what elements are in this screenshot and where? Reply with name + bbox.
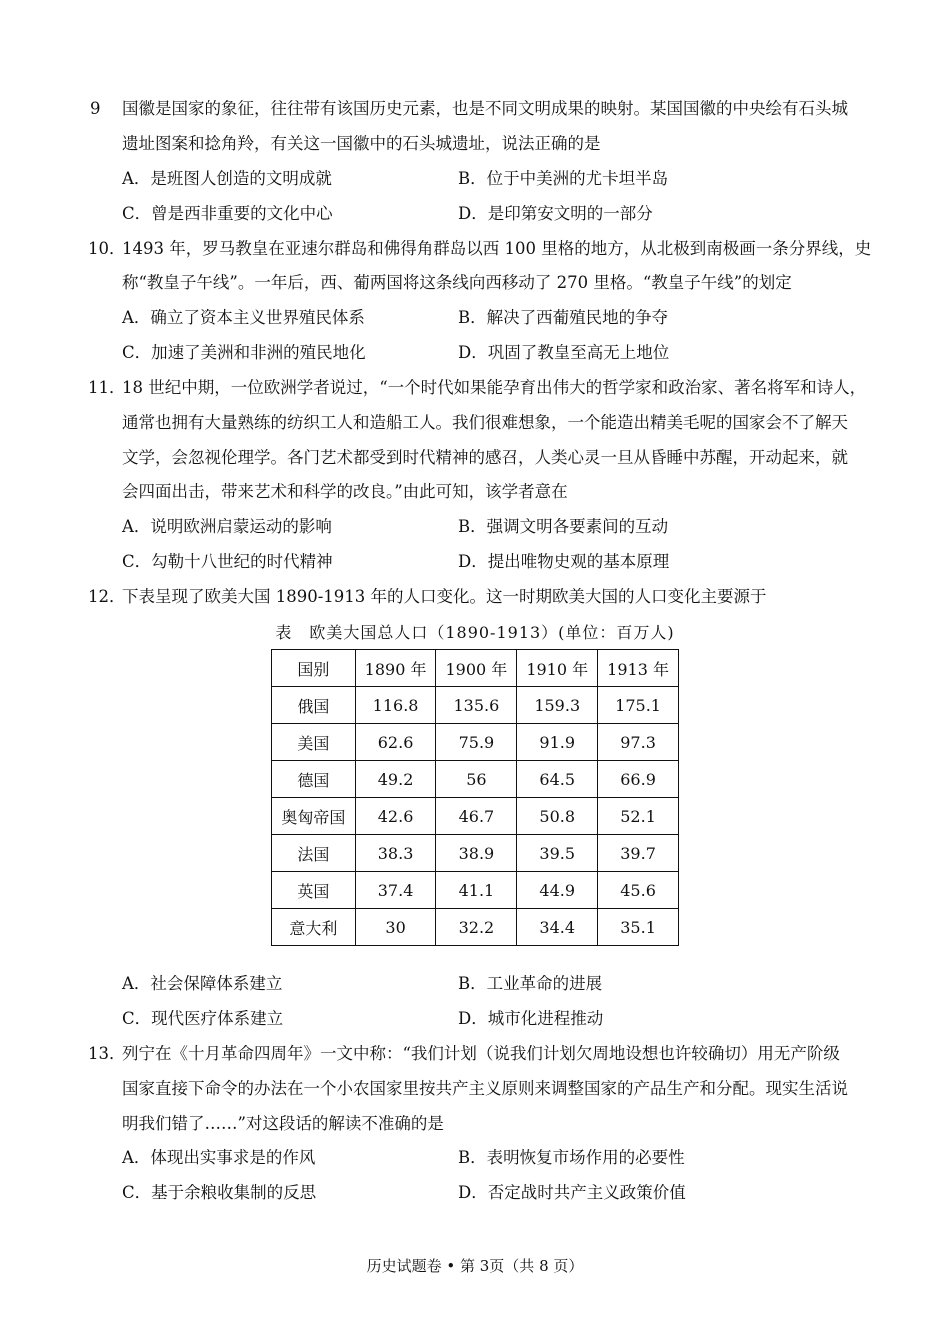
option-a: A．确立了资本主义世界殖民体系	[122, 308, 365, 327]
table-cell: 39.5	[517, 835, 598, 872]
table-cell: 159.3	[517, 687, 598, 724]
table-cell: 75.9	[436, 724, 517, 761]
question-text-line: 1493 年，罗马教皇在亚速尔群岛和佛得角群岛以西 100 里格的地方，从北极到南极画一条分界线，史	[122, 239, 872, 258]
table-row	[272, 798, 679, 835]
question-number: 10．	[88, 239, 126, 258]
table-cell: 34.4	[517, 909, 598, 946]
table-cell: 116.8	[355, 687, 436, 724]
option-a: A．是班图人创造的文明成就	[122, 169, 332, 188]
table-header-row	[272, 650, 679, 687]
table-cell: 35.1	[598, 909, 679, 946]
option-c: C．加速了美洲和非洲的殖民地化	[122, 343, 366, 362]
table-cell: 39.7	[598, 835, 679, 872]
table-cell: 49.2	[355, 761, 436, 798]
option-b: B．解决了西葡殖民地的争夺	[458, 308, 669, 327]
table-row	[272, 724, 679, 761]
option-c: C．曾是西非重要的文化中心	[122, 204, 333, 223]
table-row	[272, 835, 679, 872]
table-cell: 52.1	[598, 798, 679, 835]
table-cell: 英国	[272, 872, 356, 909]
table-cell: 44.9	[517, 872, 598, 909]
table-cell: 42.6	[355, 798, 436, 835]
option-d: D．城市化进程推动	[458, 1009, 604, 1028]
question-text-line: 称“教皇子午线”。一年后，西、葡两国将这条线向西移动了 270 里格。“教皇子午线”的划定	[122, 273, 792, 292]
option-c: C．基于余粮收集制的反思	[122, 1183, 317, 1202]
option-b: B．表明恢复市场作用的必要性	[458, 1148, 685, 1167]
option-a: A．说明欧洲启蒙运动的影响	[122, 517, 332, 536]
table-cell: 62.6	[355, 724, 436, 761]
table-cell: 俄国	[272, 687, 356, 724]
table-cell: 美国	[272, 724, 356, 761]
table-caption: 表 欧美大国总人口（1890-1913）(单位：百万人)	[275, 623, 675, 642]
table-row	[272, 761, 679, 798]
question-text-line: 明我们错了……”对这段话的解读不准确的是	[122, 1114, 444, 1133]
question-text-line: 通常也拥有大量熟练的纺织工人和造船工人。我们很难想象，一个能造出精美毛呢的国家会不了解天	[122, 413, 848, 432]
table-cell: 意大利	[272, 909, 356, 946]
table-cell: 37.4	[355, 872, 436, 909]
question-text-line: 会四面出击，带来艺术和科学的改良。”由此可知，该学者意在	[122, 482, 568, 501]
header-cell: 国别	[272, 650, 356, 687]
option-b: B．工业革命的进展	[458, 974, 603, 993]
table-cell: 38.9	[436, 835, 517, 872]
option-d: D．巩固了教皇至高无上地位	[458, 343, 670, 362]
table-cell: 66.9	[598, 761, 679, 798]
table-row	[272, 687, 679, 724]
table-row	[272, 909, 679, 946]
question-number: 11．	[88, 378, 126, 397]
table-cell: 德国	[272, 761, 356, 798]
table-cell: 175.1	[598, 687, 679, 724]
table-cell: 法国	[272, 835, 356, 872]
table-row	[272, 872, 679, 909]
question-text-line: 国家直接下命令的办法在一个小农国家里按共产主义原则来调整国家的产品生产和分配。现实生活说	[122, 1079, 848, 1098]
table-cell: 56	[436, 761, 517, 798]
option-b: B．强调文明各要素间的互动	[458, 517, 669, 536]
question-number: 12．	[88, 587, 126, 606]
option-d: D．否定战时共产主义政策价值	[458, 1183, 686, 1202]
question-text-line: 18 世纪中期，一位欧洲学者说过，“一个时代如果能孕育出伟大的哲学家和政治家、著名将军和诗人，	[122, 378, 867, 397]
header-cell: 1890 年	[355, 650, 436, 687]
option-b: B．位于中美洲的尤卡坦半岛	[458, 169, 669, 188]
question-number: 9	[90, 99, 101, 118]
table-cell: 97.3	[598, 724, 679, 761]
question-number: 13．	[88, 1044, 126, 1063]
table-cell: 64.5	[517, 761, 598, 798]
question-text-line: 国徽是国家的象征，往往带有该国历史元素，也是不同文明成果的映射。某国国徽的中央绘有石头城	[122, 99, 848, 118]
table-cell: 50.8	[517, 798, 598, 835]
table-cell: 32.2	[436, 909, 517, 946]
question-text-line: 列宁在《十月革命四周年》一文中称：“我们计划（说我们计划欠周地设想也许较确切）用无产阶级	[122, 1044, 840, 1063]
option-a: A．体现出实事求是的作风	[122, 1148, 316, 1167]
option-d: D．提出唯物史观的基本原理	[458, 552, 670, 571]
population-table	[271, 649, 679, 946]
table-cell: 91.9	[517, 724, 598, 761]
option-d: D．是印第安文明的一部分	[458, 204, 653, 223]
option-c: C．勾勒十八世纪的时代精神	[122, 552, 333, 571]
header-cell: 1910 年	[517, 650, 598, 687]
question-text-line: 下表呈现了欧美大国 1890-1913 年的人口变化。这一时期欧美大国的人口变化主要源于	[122, 587, 767, 606]
header-cell: 1913 年	[598, 650, 679, 687]
question-text-line: 文学，会忽视伦理学。各门艺术都受到时代精神的感召，人类心灵一旦从昏睡中苏醒，开动起来，就	[122, 448, 848, 467]
table-cell: 30	[355, 909, 436, 946]
table-cell: 135.6	[436, 687, 517, 724]
table-cell: 38.3	[355, 835, 436, 872]
option-a: A．社会保障体系建立	[122, 974, 283, 993]
table-cell: 46.7	[436, 798, 517, 835]
table-cell: 41.1	[436, 872, 517, 909]
table-cell: 45.6	[598, 872, 679, 909]
page-footer: 历史试题卷 • 第 3页（共 8 页）	[366, 1257, 584, 1275]
header-cell: 1900 年	[436, 650, 517, 687]
table-cell: 奥匈帝国	[272, 798, 356, 835]
option-c: C．现代医疗体系建立	[122, 1009, 284, 1028]
question-text-line: 遗址图案和捻角羚，有关这一国徽中的石头城遗址，说法正确的是	[122, 134, 601, 153]
